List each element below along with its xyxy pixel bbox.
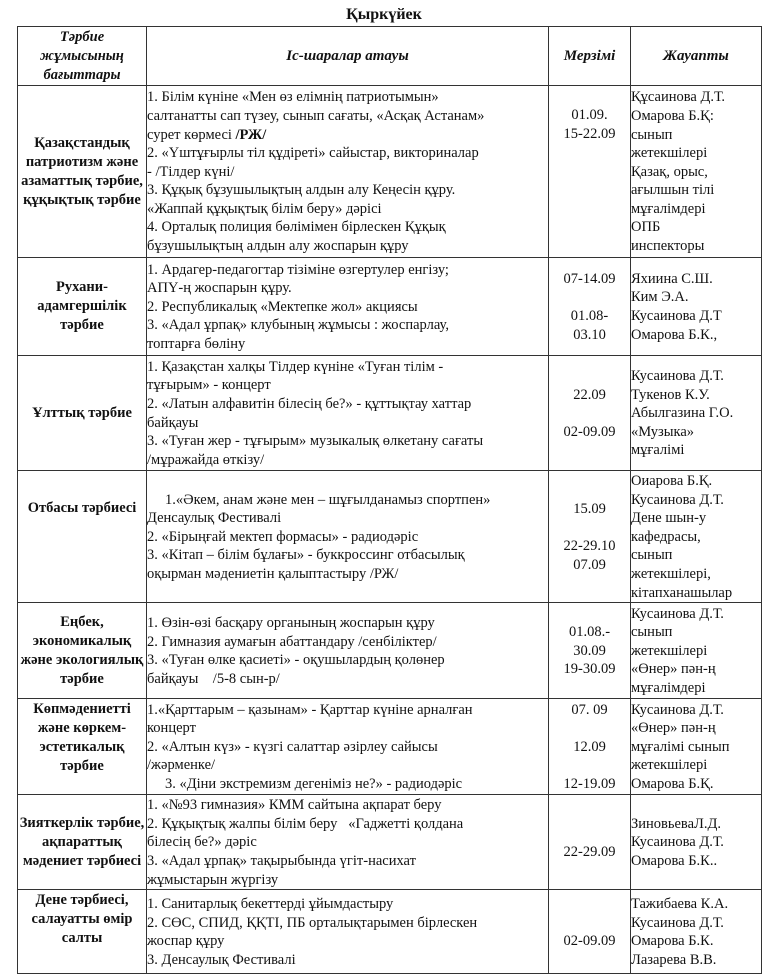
direction-cell: Көпмәдениетті және көркем-эстетикалық тәрбие: [18, 699, 147, 795]
responsible-line: ағылшын тілі: [631, 182, 715, 199]
date-line: 12.09: [573, 738, 606, 755]
responsible-line: «Өнер» пән-ң: [631, 720, 716, 737]
activity-line: /жәрменке/: [147, 757, 216, 774]
activity-line: 3. «Туған жер - тұғырым» музыкалық өлкетану сағаты: [147, 433, 484, 450]
date-cell: [549, 699, 631, 795]
activities-cell: [147, 86, 549, 258]
date-line: 01.09.: [571, 107, 608, 123]
activity-line: 2. Гимназия аумағын абаттандару /сенбіліктер/: [147, 633, 437, 650]
date-line: 01.08-: [570, 308, 609, 324]
responsible-line: Кусаинова Д.Т.: [631, 701, 724, 718]
plan-table: [17, 26, 762, 974]
responsible-line: Қазақ, орыс,: [631, 163, 708, 180]
table-row: [18, 699, 762, 795]
activities-cell: [147, 890, 549, 974]
activity-line: бұзушылықтың алдын алу жоспарын құру: [147, 238, 409, 255]
activity-line: 2. Құқықтық жалпы білім беру «Гаджетті қолдана: [147, 815, 464, 832]
responsible-line: ЗиновьеваЛ.Д.: [631, 815, 721, 832]
activity-line: 3. «Туған өлке қасиеті» - оқушылардың қолөнер: [147, 652, 445, 669]
date-line: 15-22.09: [563, 125, 616, 142]
responsible-line: сынып: [631, 547, 673, 564]
activity-line: 2. «Латын алфавитін білесің бе?» - құттықтау хаттар: [147, 395, 472, 412]
responsible-line: Кусаинова Д.Т.: [631, 491, 724, 508]
responsible-cell: [631, 699, 762, 795]
responsible-line: инспекторы: [631, 238, 705, 255]
responsible-line: жетекшілері: [631, 757, 708, 774]
responsible-line: Құсаинова Д.Т.: [631, 89, 726, 106]
activity-tag: /РЖ/: [235, 126, 267, 143]
activity-line: 1. Ардагер-педагогтар тізіміне өзгертулер енгізу;: [147, 261, 449, 278]
responsible-cell: [631, 890, 762, 974]
responsible-line: Дене шын-у: [631, 510, 707, 527]
activity-line: АПҮ-ң жоспарын құру.: [147, 280, 292, 297]
date-cell: [549, 890, 631, 974]
activities-cell: [147, 795, 549, 890]
date-cell: [549, 258, 631, 356]
responsible-line: Омарова Б.Қ.: [631, 776, 714, 793]
responsible-line: жетекшілері: [631, 145, 708, 162]
responsible-line: Абылгазина Г.О.: [631, 405, 734, 422]
responsible-line: Кусаинова Д.Т.: [631, 368, 724, 385]
page-title: Қыркүйек: [346, 6, 422, 23]
activity-line: жоспар құру: [147, 933, 225, 950]
date-line: 22-29.10: [563, 538, 616, 555]
activity-line: [147, 126, 548, 145]
date-line: 15.09: [573, 500, 606, 517]
responsible-line: Кусаинова Д.Т.: [631, 834, 724, 851]
activity-line: 2. «Алтын күз» - күзгі салаттар әзірлеу сайысы: [147, 738, 438, 755]
activity-line: 1. «№93 гимназия» КММ сайтына ақпарат беру: [147, 797, 442, 814]
table-row: [18, 890, 762, 974]
activity-line: жұмыстарын жүргізу: [147, 871, 279, 888]
activity-line: тұғырым» - концерт: [147, 377, 271, 394]
responsible-line: сынып: [631, 126, 673, 143]
responsible-cell: [631, 356, 762, 471]
activity-text: сурет көрмесі: [147, 126, 236, 143]
responsible-line: мұғалімдері: [631, 200, 706, 217]
activity-line: 3. «Адал ұрпақ» тақырыбында үгіт-насихат: [147, 852, 416, 869]
activity-line: байқауы: [147, 414, 199, 431]
responsible-cell: [631, 86, 762, 258]
responsible-line: Лазарева В.В.: [631, 951, 717, 968]
date-cell: [549, 603, 631, 699]
responsible-cell: [631, 258, 762, 356]
activity-line: 3. «Адал ұрпақ» клубының жұмысы : жоспарлау,: [147, 317, 449, 334]
responsible-line: Омарова Б.К.,: [631, 326, 718, 343]
responsible-line: Омарова Б.К.: [631, 933, 714, 950]
activity-line: салтанатты сап түзеу, сынып сағаты, «Асқақ Астанам»: [147, 107, 485, 124]
responsible-cell: [631, 795, 762, 890]
activity-line: білесің бе?» дәріс: [147, 834, 257, 851]
responsible-line: жетекшілері: [631, 642, 708, 659]
direction-cell: Ұлттық тәрбие: [18, 356, 147, 471]
date-line: 07.09: [573, 556, 606, 573]
responsible-line: мұғалімі: [631, 442, 685, 459]
date-line: 07-14.09: [563, 270, 616, 287]
activities-cell: [147, 471, 549, 603]
date-line: 19-30.09: [563, 661, 616, 678]
activity-line: концерт: [147, 720, 196, 737]
table-row: [18, 258, 762, 356]
activity-line: 3. «Кітап – білім бұлағы» - буккроссинг отбасылық: [147, 547, 465, 564]
direction-cell: Қазақстандық патриотизм және азаматтық тәрбие, құқықтық тәрбие: [18, 86, 147, 258]
activity-line: 3. Құқық бұзушылықтың алдын алу Кеңесін құру.: [147, 182, 456, 199]
date-line: 02-09.09: [563, 933, 616, 950]
activity-line: 1. Өзін-өзі басқару органының жоспарын құру: [147, 614, 435, 631]
direction-cell: Отбасы тәрбиесі: [18, 471, 147, 603]
activity-line: 1.«Қарттарым – қазынам» - Қарттар күніне арналған: [147, 701, 473, 718]
direction-cell: Зияткерлік тәрбие, ақпараттық мәдениет тәрбиесі: [18, 795, 147, 890]
activity-line: 4. Орталық полиция бөлімімен бірлескен Құқық: [147, 219, 446, 236]
date-line: 02-09.09: [563, 423, 616, 440]
responsible-line: кітапханашылар: [631, 584, 733, 601]
table-row: [18, 603, 762, 699]
responsible-line: Омарова Б.Қ:: [631, 107, 714, 124]
activity-line: 1. Білім күніне «Мен өз елімнің патриотымын»: [147, 89, 439, 106]
activities-cell: [147, 699, 549, 795]
date-cell: [549, 471, 631, 603]
table-row: [18, 471, 762, 603]
responsible-line: мұғалімдері: [631, 680, 706, 697]
activity-line: 2. Республикалық «Мектепке жол» акциясы: [147, 298, 418, 315]
activity-line: 2. «Үштұғырлы тіл құдіреті» сайыстар, викториналар: [147, 145, 479, 162]
activity-line: байқауы /5-8 сын-р/: [147, 670, 280, 687]
date-line: 03.10: [573, 326, 606, 343]
responsible-line: жетекшілері,: [631, 565, 711, 582]
date-line: 07. 09: [571, 701, 608, 718]
activity-line: 3. Денсаулық Фестивалі: [147, 951, 296, 968]
responsible-line: Кусаинова Д.Т.: [631, 914, 724, 931]
responsible-line: ОПБ: [631, 219, 661, 236]
direction-cell: Рухани-адамгершілік тәрбие: [18, 258, 147, 356]
responsible-line: сынып: [631, 624, 673, 641]
responsible-line: «Өнер» пән-ң: [631, 661, 716, 678]
responsible-line: «Музыка»: [631, 423, 695, 440]
header-direction: Тәрбие жұмысының бағыттары: [18, 27, 147, 86]
activity-line: Денсаулық Фестивалі: [147, 510, 282, 527]
date-cell: [549, 356, 631, 471]
activity-line: 1. Санитарлық бекеттерді ұйымдастыру: [147, 895, 394, 912]
responsible-line: Тукенов К.У.: [631, 386, 710, 403]
date-line: 22.09: [573, 386, 606, 403]
table-row: [18, 795, 762, 890]
responsible-cell: [631, 471, 762, 603]
table-row: [18, 86, 762, 258]
responsible-line: Оиарова Б.Қ.: [631, 473, 713, 489]
responsible-line: Кусаинова Д.Т.: [631, 605, 724, 622]
activity-line: /мұражайда өткізу/: [147, 451, 265, 468]
date-line: 30.09: [573, 642, 606, 659]
activity-line: «Жаппай құқықтық білім беру» дәрісі: [147, 200, 382, 217]
date-cell: [549, 795, 631, 890]
activity-line: топтарға бөліну: [147, 335, 246, 352]
date-line: 12-19.09: [563, 776, 616, 793]
responsible-line: Тажибаева К.А.: [631, 895, 729, 912]
responsible-line: Яхиина С.Ш.: [631, 270, 713, 287]
activity-line: - /Тілдер күні/: [147, 163, 235, 180]
direction-cell: Дене тәрбиесі, салауатты өмір салты: [18, 890, 147, 974]
responsible-line: мұғалімі сынып: [631, 738, 730, 755]
activities-cell: [147, 603, 549, 699]
table-row: [18, 356, 762, 471]
responsible-line: Омарова Б.К..: [631, 852, 718, 869]
activities-cell: [147, 356, 549, 471]
activity-line: 2. СӨС, СПИД, ҚҚТІ, ПБ орталықтарымен бірлескен: [147, 914, 478, 931]
header-deadline: Мерзімі: [549, 27, 631, 86]
table-header-row: [18, 27, 762, 86]
header-responsible: Жауапты: [631, 27, 762, 86]
responsible-cell: [631, 603, 762, 699]
activities-cell: [147, 258, 549, 356]
responsible-line: Кусаинова Д.Т: [631, 308, 722, 324]
activity-line: оқырман мәдениетін қалыптастыру /РЖ/: [147, 565, 399, 582]
direction-cell: Еңбек, экономикалық және экологиялық тәрбие: [18, 603, 147, 699]
responsible-line: кафедрасы,: [631, 528, 701, 545]
activity-line: 1. Қазақстан халқы Тілдер күніне «Туған тілім -: [147, 358, 444, 375]
date-line: 01.08.-: [568, 624, 611, 641]
activity-line: 2. «Бірыңғай мектеп формасы» - радиодәріс: [147, 528, 419, 545]
date-cell: [549, 86, 631, 258]
date-line: 22-29.09: [563, 843, 616, 860]
activity-line: 3. «Діни экстремизм дегеніміз не?» - радиодәріс: [165, 776, 463, 793]
responsible-line: Ким Э.А.: [631, 289, 689, 306]
activity-line: 1.«Әкем, анам және мен – шұғылданамыз спортпен»: [165, 491, 491, 508]
header-activities: Іс-шаралар атауы: [147, 27, 549, 86]
